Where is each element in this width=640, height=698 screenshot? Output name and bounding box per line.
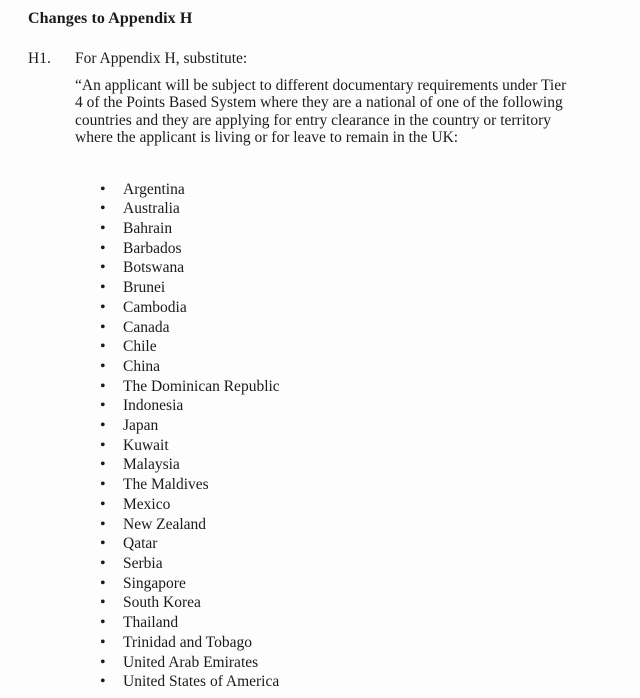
country-list-item: • The Maldives — [28, 475, 610, 495]
country-list-item: • Japan — [28, 416, 610, 436]
clause-text: For Appendix H, substitute: — [75, 50, 248, 67]
country-list-item: • Barbados — [28, 239, 610, 259]
clause-number: H1. — [28, 50, 51, 67]
country-list-item: • Brunei — [28, 278, 610, 298]
country-list-item: • Singapore — [28, 574, 610, 594]
country-list-item: • Bahrain — [28, 219, 610, 239]
quoted-paragraph: “An applicant will be subject to different documentary requirements under Tier 4 of the Points Based System where they are a national of one of the following countries and they are applying for entry clearance in the country or territory where the applicant is living or for leave to remain in the UK: — [75, 77, 567, 147]
country-list-item: • Canada — [28, 318, 610, 338]
country-list — [28, 180, 610, 692]
country-list-item: • China — [28, 357, 610, 377]
country-list-item: • Botswana — [28, 258, 610, 278]
country-list-item: • Mexico — [28, 495, 610, 515]
country-list-item: • South Korea — [28, 593, 610, 613]
country-list-item: • United States of America — [28, 672, 610, 692]
country-list-item: • Chile — [28, 337, 610, 357]
country-list-item: • New Zealand — [28, 515, 610, 535]
country-list-item: • Kuwait — [28, 436, 610, 456]
country-list-item: • Malaysia — [28, 455, 610, 475]
country-list-item: • Qatar — [28, 534, 610, 554]
country-list-item: • Thailand — [28, 613, 610, 633]
country-list-item: • United Arab Emirates — [28, 653, 610, 673]
country-list-item: • Cambodia — [28, 298, 610, 318]
country-list-item: • Serbia — [28, 554, 610, 574]
document-heading: Changes to Appendix H — [28, 10, 193, 27]
country-list-item: • The Dominican Republic — [28, 377, 610, 397]
clause-h1 — [28, 50, 610, 67]
country-list-item: • Trinidad and Tobago — [28, 633, 610, 653]
country-list-item: • Indonesia — [28, 396, 610, 416]
country-list-item: • Argentina — [28, 180, 610, 200]
country-list-item: • Australia — [28, 199, 610, 219]
